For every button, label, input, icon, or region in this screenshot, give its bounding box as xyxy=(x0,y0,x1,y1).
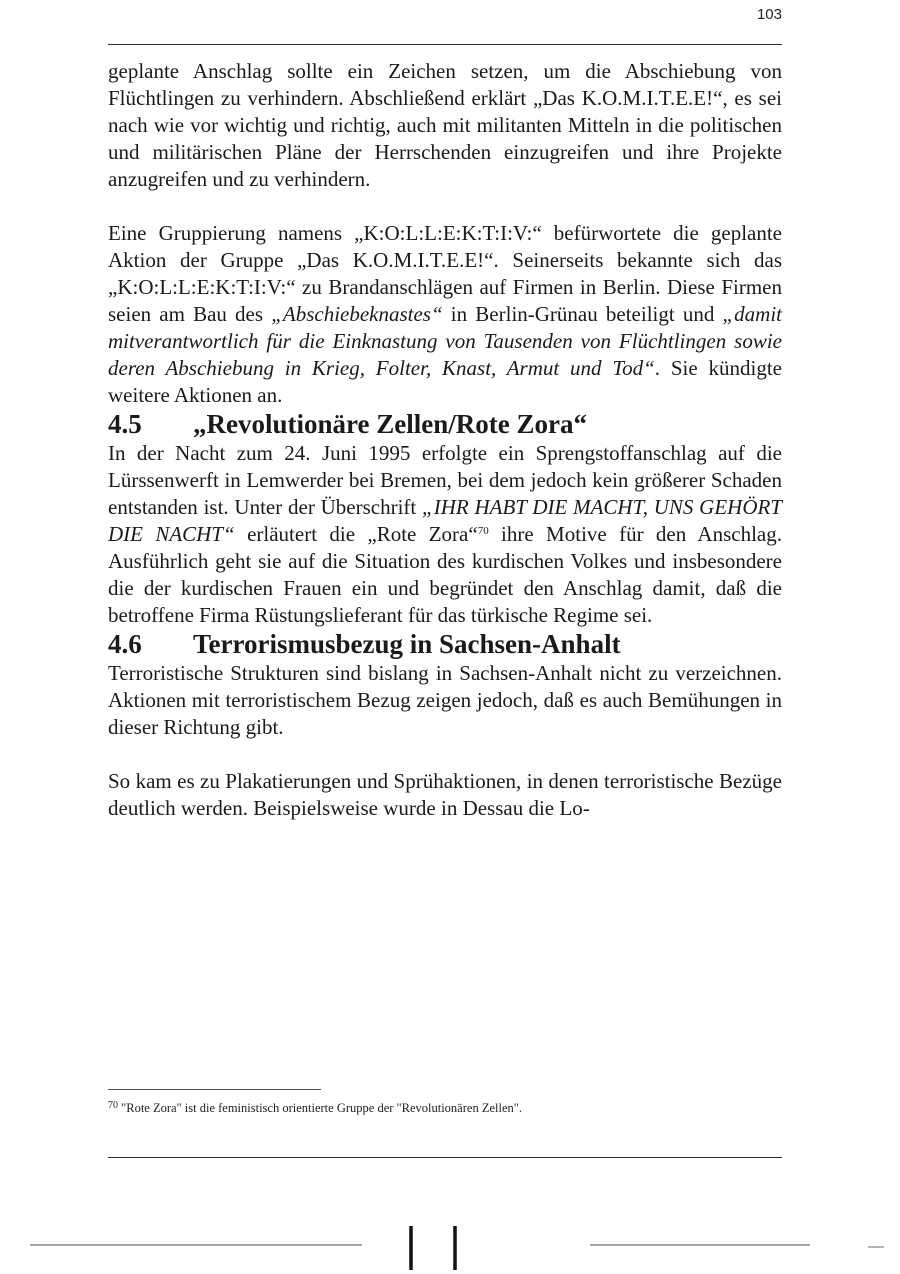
paragraph-2-text-a: Eine Gruppierung namens „K:O:L:L:E:K:T:I:V:“ befürwortete die geplante Aktion der Gruppe „Das K.O.M.I.T.E.E!“. Seinerseits bekannte sich das „K:O:L:L:E:K:T:I:V:“ zu Brandanschlägen auf Firmen in Berlin. Diese Firmen seien am Bau des xyxy=(108,221,782,326)
paragraph-3-text-a: In der Nacht zum 24. Juni 1995 erfolgte ein Sprengstoffanschlag auf die Lürssenwerft in Lemwerder bei Bremen, bei dem jedoch kein größerer Schaden entstanden ist. Unter der Überschrift xyxy=(108,441,782,519)
paragraph-2-text-c: . Sie kündigte weitere Aktionen an. xyxy=(108,356,782,407)
paragraph-4: Terroristische Strukturen sind bislang in Sachsen-Anhalt nicht zu verzeichnen. Aktionen mit terroristischem Bezug zeigen jedoch, daß es auch Bemühungen in dieser Richtung gibt. xyxy=(108,661,782,739)
paragraph-3-text-c: ihre Motive für den Anschlag. Ausführlich geht sie auf die Situation des kurdischen Volkes und insbesondere die der kurdischen Frauen ein und begründet den Anschlag damit, daß die betroffene Firma Rüstungslieferant für das türkische Regime sei. xyxy=(108,522,782,627)
footnote-marker: 70 xyxy=(108,1100,118,1111)
paragraph-5: So kam es zu Plakatierungen und Sprühaktionen, in denen terroristische Bezüge deutlich werden. Beispielsweise wurde in Dessau die Lo- xyxy=(108,769,782,820)
paragraph-3-quote: „IHR HABT DIE MACHT, UNS GEHÖRT DIE NACHT“ xyxy=(108,495,783,546)
heading-4-6-number: 4.6 xyxy=(108,629,142,659)
heading-4-5-title: „Revolutionäre Zellen/Rote Zora“ xyxy=(193,409,587,439)
paragraph-2-text-b: in Berlin-Grünau beteiligt und xyxy=(442,302,723,326)
paragraph-2-quote: „damit mitverantwortlich für die Einknastung von Tausenden von Flüchtlingen sowie deren Abschiebung in Krieg, Folter, Knast, Armut und Tod“ xyxy=(108,302,782,380)
paragraph-2-quote-abschiebeknast: „Abschiebeknastes“ xyxy=(271,302,443,326)
footnote-text: "Rote Zora" ist die feministisch orientierte Gruppe der "Revolutionären Zellen". xyxy=(118,1101,522,1115)
page-number: 103 xyxy=(756,6,782,23)
paragraph-1: geplante Anschlag sollte ein Zeichen setzen, um die Abschiebung von Flüchtlingen zu verhindern. Abschließend erklärt „Das K.O.M.I.T.E.E!“, es sei nach wie vor wichtig und richtig, auch mit militanten Mitteln in die politischen und militärischen Pläne der Herrschenden einzugreifen und ihre Projekte anzugreifen und zu verhindern. xyxy=(108,59,782,191)
heading-4-5-number: 4.5 xyxy=(108,409,142,439)
heading-4-6-title: Terrorismusbezug in Sachsen-Anhalt xyxy=(193,629,621,659)
paragraph-3-text-b: erläutert die „Rote Zora“ xyxy=(234,522,478,546)
footnote-reference[interactable]: 70 xyxy=(477,525,489,537)
